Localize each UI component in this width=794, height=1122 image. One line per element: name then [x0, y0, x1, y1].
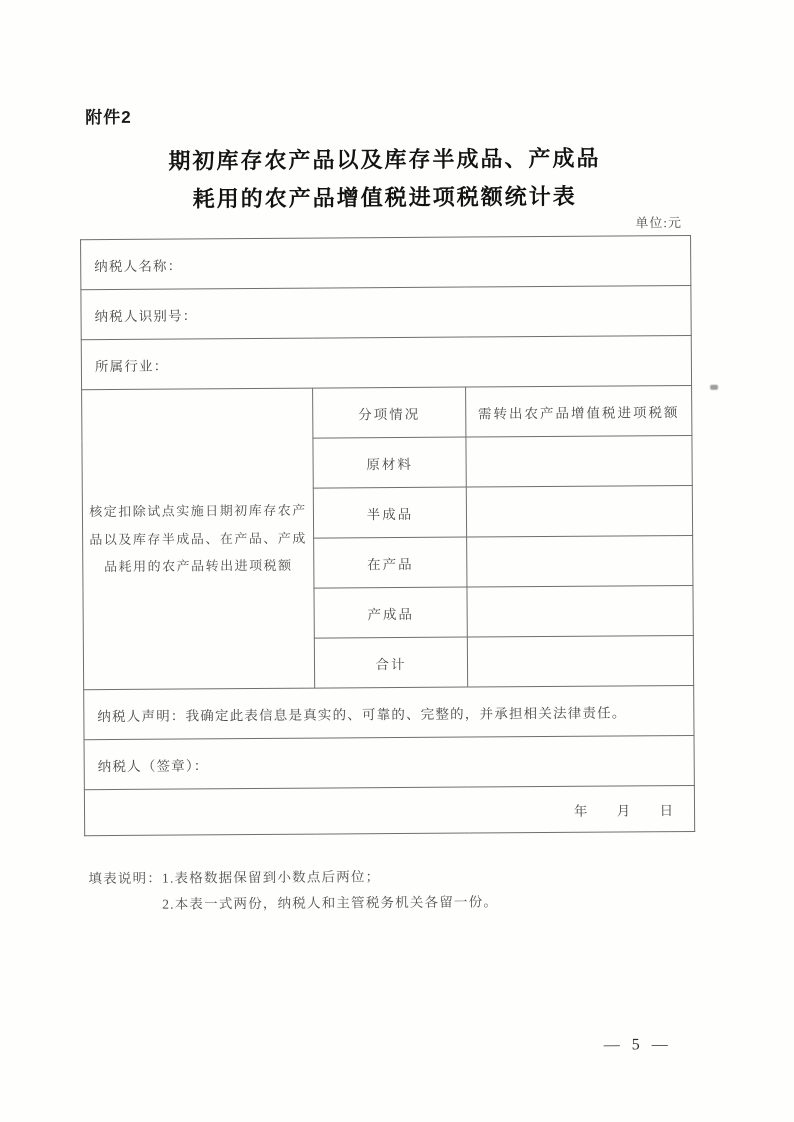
taxpayer-name-label: 纳税人名称： [81, 235, 691, 289]
item-label-total: 合计 [314, 637, 467, 688]
amount-cell-total [467, 635, 693, 687]
form-table [80, 235, 695, 836]
unit-label: 单位:元 [635, 215, 682, 231]
attachment-label: 附件2 [85, 107, 132, 128]
item-label-finished-goods: 产成品 [314, 587, 467, 638]
table-row [81, 335, 691, 389]
table-row [81, 285, 691, 339]
date-day-label: 日 [659, 802, 675, 818]
matrix-row-header-cell [82, 388, 315, 690]
filling-instructions-lines [162, 863, 498, 917]
date-row [84, 785, 694, 835]
date-year-label: 年 [573, 803, 589, 819]
date-month-label: 月 [616, 802, 632, 818]
amount-cell-work-in-progress [467, 535, 693, 587]
table-row [82, 385, 692, 439]
filling-instructions-label: 填表说明： [88, 870, 163, 887]
filling-instruction-1: 1.表格数据保留到小数点后两位； [161, 869, 381, 886]
table-row [84, 685, 694, 739]
amount-cell-raw-materials [466, 435, 692, 487]
table-row [84, 735, 694, 789]
matrix-row-header: 核定扣除试点实施日期初库存农产品以及库存半成品、在产品、产成品耗用的农产品转出进项税额 [89, 502, 307, 575]
document-title-line2: 耗用的农产品增值税进项税额统计表 [192, 183, 577, 212]
column-header-amount: 需转出农产品增值税进项税额 [466, 385, 692, 437]
taxpayer-id-label: 纳税人识别号： [81, 285, 691, 339]
table-row [84, 785, 694, 835]
table-row [81, 235, 691, 289]
amount-cell-finished-goods [467, 585, 693, 637]
taxpayer-signature-label: 纳税人（签章）： [84, 735, 694, 789]
document-title-line1: 期初库存农产品以及库存半成品、产成品 [168, 145, 601, 174]
industry-label: 所属行业： [81, 335, 691, 389]
page-number: — 5 — [603, 1036, 668, 1054]
filling-instruction-2: 2.本表一式两份，纳税人和主管税务机关各留一份。 [162, 894, 499, 912]
item-label-semi-finished: 半成品 [313, 487, 466, 538]
item-label-raw-materials: 原材料 [313, 437, 466, 488]
scan-artifact [710, 385, 718, 390]
amount-cell-semi-finished [466, 485, 692, 537]
filling-instructions [88, 863, 498, 918]
column-header-item: 分项情况 [313, 387, 466, 438]
taxpayer-declaration: 纳税人声明：我确定此表信息是真实的、可靠的、完整的，并承担相关法律责任。 [84, 685, 694, 739]
item-label-work-in-progress: 在产品 [314, 537, 467, 588]
